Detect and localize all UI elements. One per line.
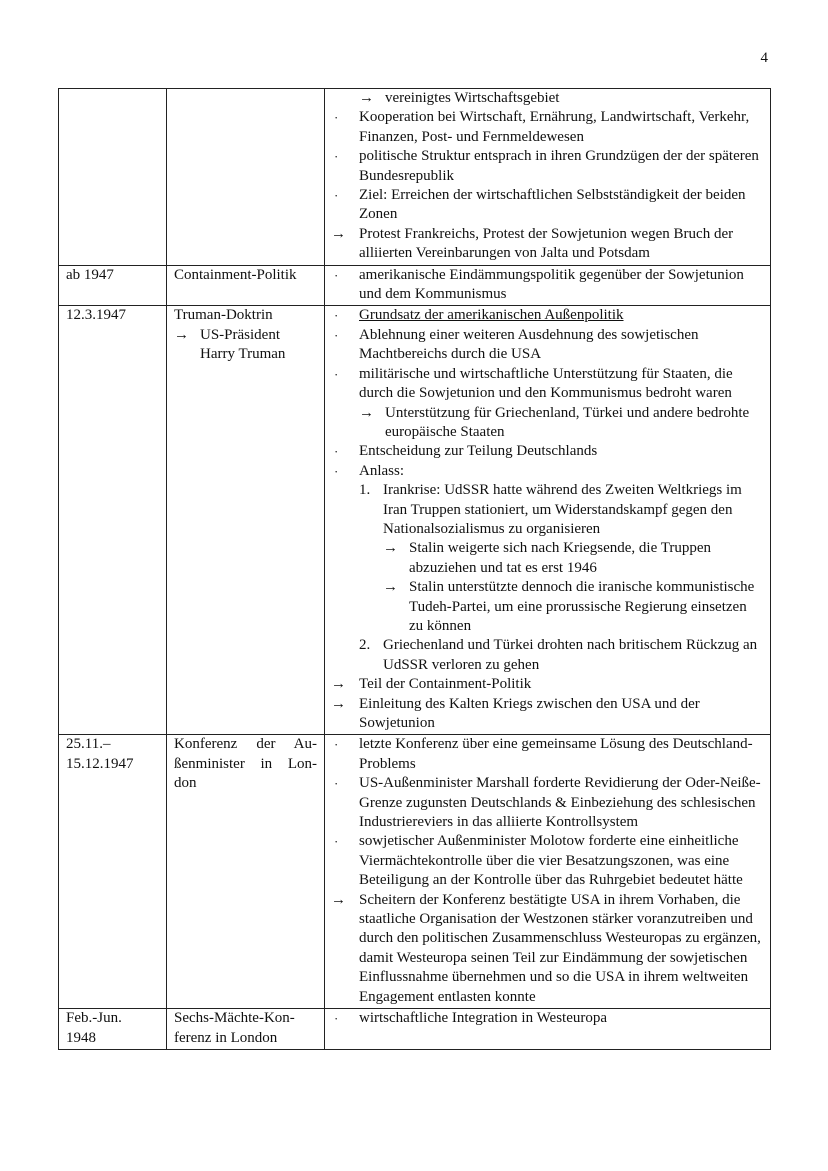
list-item — [325, 108, 770, 147]
details-cell — [325, 1009, 771, 1050]
event-sub-line: US-Präsident — [200, 326, 280, 343]
list-item — [325, 462, 770, 481]
list-item — [325, 774, 770, 832]
event-cell — [167, 265, 325, 306]
list-item-text: Teil der Containment-Politik — [359, 676, 532, 693]
event-sub-entry — [174, 326, 317, 365]
event-cell — [167, 1009, 325, 1050]
bullet-dot-icon: · — [334, 463, 339, 479]
table-row — [59, 1009, 771, 1050]
bullet-dot-icon: · — [334, 308, 339, 324]
list-item-text: sowjetischer Außenminister Molotow forderte eine einheitliche Viermächtekontrolle über die vier Besatzungszonen, was eine Beteiligung an der Kontrolle über das Ruhrgebiet bedeutet hätte — [359, 833, 743, 889]
event-cell — [167, 306, 325, 735]
list-item — [325, 404, 770, 443]
list-item — [325, 539, 770, 578]
date-line: ab 1947 — [66, 266, 114, 283]
list-item-text: Entscheidung zur Teilung Deutschlands — [359, 443, 598, 460]
event-title-line: don — [174, 775, 197, 792]
event-sub-line: Harry Truman — [200, 346, 286, 363]
event-title-line: Sechs-Mächte-Kon- — [174, 1010, 295, 1027]
event-title-line: Konferenz der Au- — [174, 736, 317, 753]
table-row — [59, 306, 771, 735]
list-item-text: Unterstützung für Griechenland, Türkei und andere bedrohte europäische Staaten — [385, 404, 750, 440]
list-item-text: politische Struktur entsprach in ihren Grundzügen der der späteren Bundesrepublik — [359, 148, 759, 184]
list-item-text: Anlass: — [359, 462, 404, 479]
list-number: 1. — [359, 482, 371, 499]
list-item-text: letzte Konferenz über eine gemeinsame Lösung des Deutschland-Problems — [359, 736, 753, 772]
list-item — [325, 306, 770, 325]
bullet-dot-icon: · — [334, 444, 339, 460]
date-line: Feb.-Jun. — [66, 1010, 122, 1027]
list-item-text: Ablehnung einer weiteren Ausdehnung des sowjetischen Machtbereichs durch die USA — [359, 326, 699, 363]
list-item — [325, 1009, 770, 1028]
list-item-text: Griechenland und Türkei drohten nach britischem Rückzug an UdSSR verloren zu gehen — [383, 637, 758, 673]
arrow-right-icon: → — [331, 891, 346, 908]
date-line: 25.11.– — [66, 736, 111, 753]
bullet-dot-icon: · — [334, 149, 339, 165]
list-item-text: Irankrise: UdSSR hatte während des Zweiten Weltkriegs im Iran Truppen stationiert, um Widerstandskampf gegen den Nationalsozialismus zu organisieren — [383, 482, 742, 537]
event-title-line: Containment-Politik — [174, 266, 297, 283]
list-item-text: Stalin unterstützte dennoch die iranische kommunistische Tudeh-Partei, um eine prorussische Regierung einsetzen zu können — [409, 579, 755, 634]
list-item — [325, 365, 770, 404]
event-title-line: Truman-Doktrin — [174, 307, 273, 324]
bullet-dot-icon: · — [334, 267, 339, 283]
list-item — [325, 266, 770, 305]
list-item — [325, 147, 770, 186]
table-row — [59, 89, 771, 266]
list-item-text: amerikanische Eindämmungspolitik gegenüber der Sowjetunion und dem Kommunismus — [359, 266, 744, 303]
event-title-line: ferenz in London — [174, 1029, 278, 1046]
list-item — [325, 695, 770, 734]
event-title-line: ßenminister in Lon- — [174, 755, 317, 772]
list-item-text: Stalin weigerte sich nach Kriegsende, die Truppen abzuziehen und tat es erst 1946 — [409, 540, 712, 576]
arrow-right-icon: → — [359, 404, 374, 421]
date-cell — [59, 735, 167, 1009]
arrow-right-icon: → — [331, 695, 346, 712]
list-item-text: Scheitern der Konferenz bestätigte USA in ihrem Vorhaben, die staatliche Organisation der Westzonen stärker voranzutreiben und durch den politischen Zusammenschluss Westeuropas zu ergänzen, damit Westeuropa seinen Teil zur Eindämmung der sowjetischen Einflussnahme übernehmen und so die USA in ihrem weltweiten Engagement entlasten konnte — [359, 891, 761, 1005]
details-cell — [325, 89, 771, 266]
list-item-text: vereinigtes Wirtschaftsgebiet — [385, 90, 560, 106]
bullet-dot-icon: · — [334, 776, 339, 792]
list-item — [325, 225, 770, 264]
date-cell — [59, 265, 167, 306]
bullet-dot-icon: · — [334, 366, 339, 382]
event-cell — [167, 89, 325, 266]
arrow-right-icon: → — [331, 676, 346, 693]
date-line: 12.3.1947 — [66, 307, 126, 324]
timeline-table-body — [59, 89, 771, 1050]
arrow-right-icon: → — [383, 579, 398, 596]
event-cell — [167, 735, 325, 1009]
date-cell — [59, 89, 167, 266]
list-item — [325, 578, 770, 636]
list-item — [325, 186, 770, 225]
table-row — [59, 265, 771, 306]
list-item — [325, 442, 770, 461]
date-cell — [59, 1009, 167, 1050]
list-item-text: Einleitung des Kalten Kriegs zwischen den USA und der Sowjetunion — [359, 695, 700, 731]
list-item-text: militärische und wirtschaftliche Unterstützung für Staaten, die durch die Sowjetunion und den Kommunismus bedroht waren — [359, 365, 733, 402]
table-row — [59, 735, 771, 1009]
date-line: 15.12.1947 — [66, 755, 134, 772]
list-item-text: Grundsatz der amerikanischen Außenpolitik — [359, 307, 624, 324]
list-item — [325, 891, 770, 1007]
arrow-right-icon: → — [359, 90, 374, 106]
arrow-right-icon: → — [331, 225, 346, 242]
list-item-text: Kooperation bei Wirtschaft, Ernährung, Landwirtschaft, Verkehr, Finanzen, Post- und Fernmeldewesen — [359, 109, 750, 145]
list-item — [325, 481, 770, 539]
bullet-dot-icon: · — [334, 834, 339, 850]
list-item — [325, 675, 770, 694]
date-cell — [59, 306, 167, 735]
page-number: 4 — [760, 50, 768, 66]
list-item-text: Ziel: Erreichen der wirtschaftlichen Selbstständigkeit der beiden Zonen — [359, 187, 746, 223]
list-item-text: wirtschaftliche Integration in Westeuropa — [359, 1010, 608, 1027]
list-number: 2. — [359, 637, 371, 654]
details-cell — [325, 265, 771, 306]
list-item-text: US-Außenminister Marshall forderte Revidierung der Oder-Neiße-Grenze zugunsten Deutschlands & Einbeziehung des schlesischen Industriereviers in das alliierte Kontrollsystem — [359, 775, 761, 831]
list-item — [325, 832, 770, 890]
list-item — [325, 326, 770, 365]
list-item-text: Protest Frankreichs, Protest der Sowjetunion wegen Bruch der alliierten Vereinbarungen von Jalta und Potsdam — [359, 225, 734, 262]
bullet-dot-icon: · — [334, 110, 339, 126]
bullet-dot-icon: · — [334, 327, 339, 343]
list-item — [325, 89, 770, 108]
details-cell — [325, 735, 771, 1009]
bullet-dot-icon: · — [334, 737, 339, 753]
timeline-table — [58, 88, 771, 1050]
arrow-right-icon: → — [383, 540, 398, 557]
arrow-right-icon: → — [174, 326, 189, 343]
bullet-dot-icon: · — [334, 188, 339, 204]
date-line: 1948 — [66, 1029, 96, 1046]
bullet-dot-icon: · — [334, 1011, 339, 1027]
list-item — [325, 636, 770, 675]
list-item — [325, 735, 770, 774]
details-cell — [325, 306, 771, 735]
